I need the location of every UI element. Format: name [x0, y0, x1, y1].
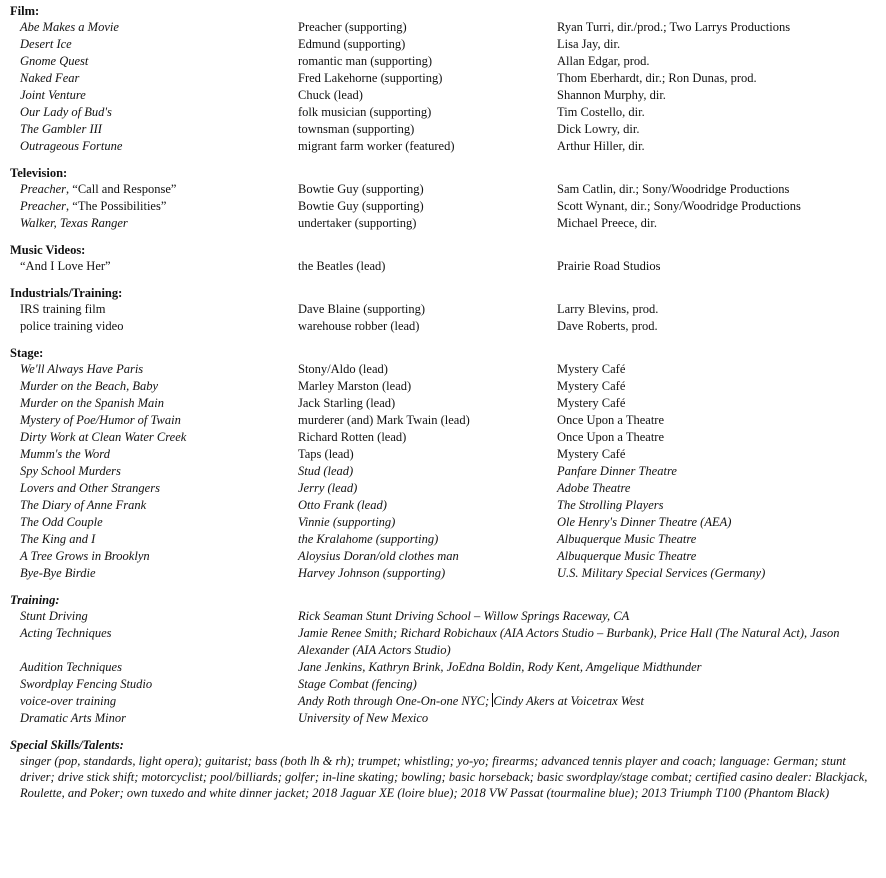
credit-row — [10, 121, 880, 138]
music-videos-rows — [10, 258, 880, 275]
television-rows — [10, 181, 880, 232]
credit-role: Richard Rotten (lead) — [298, 430, 407, 444]
credit-row — [10, 301, 880, 318]
credit-title — [20, 181, 176, 198]
credit-title: Naked Fear — [20, 71, 80, 85]
training-detail: Stage Combat (fencing) — [298, 677, 417, 691]
credit-role: warehouse robber (lead) — [298, 319, 420, 333]
credit-row — [10, 36, 880, 53]
credit-role: the Kralahome (supporting) — [298, 532, 439, 546]
skills-section — [10, 737, 880, 801]
music-videos-heading: Music Videos: — [10, 243, 86, 257]
credit-role: Dave Blaine (supporting) — [298, 302, 426, 316]
credit-company: Arthur Hiller, dir. — [557, 139, 645, 153]
credit-role: Aloysius Doran/old clothes man — [298, 549, 459, 563]
skills-heading: Special Skills/Talents: — [10, 738, 124, 752]
credit-title: Our Lady of Bud's — [20, 105, 112, 119]
credit-row — [10, 480, 880, 497]
credit-role: Otto Frank (lead) — [298, 498, 387, 512]
credit-title: The King and I — [20, 532, 96, 546]
credit-row — [10, 53, 880, 70]
credit-title: Desert Ice — [20, 37, 72, 51]
credit-row — [10, 565, 880, 582]
credit-row — [10, 395, 880, 412]
credit-company: Adobe Theatre — [557, 481, 631, 495]
credit-role: the Beatles (lead) — [298, 259, 386, 273]
training-subject: voice-over training — [20, 694, 117, 708]
training-detail: Rick Seaman Stunt Driving School – Willow Springs Raceway, CA — [298, 609, 630, 623]
credit-company: Sam Catlin, dir.; Sony/Woodridge Productions — [557, 182, 790, 196]
credit-row — [10, 181, 880, 198]
credit-role: Edmund (supporting) — [298, 37, 406, 51]
credit-role: undertaker (supporting) — [298, 216, 417, 230]
television-heading: Television: — [10, 166, 68, 180]
credit-role: Jerry (lead) — [298, 481, 358, 495]
credit-row — [10, 138, 880, 155]
credit-company: Mystery Café — [557, 362, 626, 376]
episode-name: , “The Possibilities” — [66, 199, 167, 213]
credit-company: Lisa Jay, dir. — [557, 37, 621, 51]
credit-title: Joint Venture — [20, 88, 86, 102]
text-cursor — [492, 693, 493, 707]
credit-row — [10, 463, 880, 480]
training-row — [10, 659, 880, 676]
credit-row — [10, 87, 880, 104]
episode-name: , “Call and Response” — [66, 182, 177, 196]
credit-company: Thom Eberhardt, dir.; Ron Dunas, prod. — [557, 71, 757, 85]
industrials-section — [10, 285, 880, 335]
film-heading: Film: — [10, 4, 40, 18]
credit-company: Shannon Murphy, dir. — [557, 88, 666, 102]
credit-row — [10, 514, 880, 531]
credit-title: The Odd Couple — [20, 515, 103, 529]
credit-company: Tim Costello, dir. — [557, 105, 645, 119]
credit-role: Stony/Aldo (lead) — [298, 362, 388, 376]
credit-title: A Tree Grows in Brooklyn — [20, 549, 150, 563]
music-videos-section — [10, 242, 880, 275]
credit-row — [10, 215, 880, 232]
credit-company: Allan Edgar, prod. — [557, 54, 650, 68]
training-row — [10, 693, 880, 710]
credit-title: Outrageous Fortune — [20, 139, 123, 153]
credit-role: Harvey Johnson (supporting) — [298, 566, 446, 580]
credit-title: Mumm's the Word — [20, 447, 110, 461]
credit-row — [10, 429, 880, 446]
training-row — [10, 676, 880, 693]
credit-row — [10, 446, 880, 463]
credit-role: Chuck (lead) — [298, 88, 363, 102]
training-subject: Dramatic Arts Minor — [20, 711, 127, 725]
training-subject: Audition Techniques — [20, 660, 122, 674]
training-detail: Jane Jenkins, Kathryn Brink, JoEdna Boldin, Rody Kent, Amgelique Midthunder — [298, 660, 702, 674]
credit-company: Larry Blevins, prod. — [557, 302, 659, 316]
industrials-rows — [10, 301, 880, 335]
credit-row — [10, 19, 880, 36]
credit-row — [10, 548, 880, 565]
credit-company: Mystery Café — [557, 396, 626, 410]
credit-company: Once Upon a Theatre — [557, 413, 665, 427]
credit-row — [10, 198, 880, 215]
credit-title: police training video — [20, 319, 124, 333]
credit-company: Albuquerque Music Theatre — [557, 549, 697, 563]
credit-company: Dick Lowry, dir. — [557, 122, 640, 136]
training-subject: Swordplay Fencing Studio — [20, 677, 153, 691]
television-section — [10, 165, 880, 232]
credit-company: Prairie Road Studios — [557, 259, 661, 273]
training-row — [10, 710, 880, 727]
resume-document — [10, 3, 880, 801]
credit-company: Dave Roberts, prod. — [557, 319, 658, 333]
credit-role: folk musician (supporting) — [298, 105, 432, 119]
credit-row — [10, 70, 880, 87]
training-subject: Stunt Driving — [20, 609, 88, 623]
credit-title: “And I Love Her” — [20, 259, 111, 273]
credit-title: Gnome Quest — [20, 54, 89, 68]
show-name: Preacher — [20, 182, 67, 196]
film-section — [10, 3, 880, 155]
training-row — [10, 625, 880, 659]
credit-role: Taps (lead) — [298, 447, 354, 461]
training-heading: Training: — [10, 593, 60, 607]
credit-title: Murder on the Spanish Main — [20, 396, 164, 410]
training-row — [10, 608, 880, 625]
stage-rows — [10, 361, 880, 463]
credit-company: Scott Wynant, dir.; Sony/Woodridge Productions — [557, 199, 801, 213]
credit-company: Mystery Café — [557, 379, 626, 393]
stage-rows-italic — [10, 463, 880, 582]
credit-row — [10, 258, 880, 275]
credit-company: Albuquerque Music Theatre — [557, 532, 697, 546]
credit-title: Abe Makes a Movie — [20, 20, 119, 34]
training-subject: Acting Techniques — [20, 626, 112, 640]
training-detail: Andy Roth through One-On-one NYC; Cindy Akers at Voicetrax West — [298, 694, 644, 708]
credit-company: Ole Henry's Dinner Theatre (AEA) — [557, 515, 732, 529]
credit-title: The Diary of Anne Frank — [20, 498, 147, 512]
credit-role: Stud (lead) — [298, 464, 354, 478]
credit-role: romantic man (supporting) — [298, 54, 432, 68]
credit-title: Mystery of Poe/Humor of Twain — [20, 413, 181, 427]
training-detail: Jamie Renee Smith; Richard Robichaux (AIA Actors Studio – Burbank), Price Hall (The Natural Act), Jason Alexander (AIA Actors Studio) — [298, 626, 840, 657]
credit-role: townsman (supporting) — [298, 122, 415, 136]
credit-row — [10, 318, 880, 335]
credit-company: Panfare Dinner Theatre — [557, 464, 677, 478]
show-name: Walker, Texas Ranger — [20, 216, 128, 230]
stage-section — [10, 345, 880, 582]
training-rows — [10, 608, 880, 727]
show-name: Preacher — [20, 199, 67, 213]
training-detail: University of New Mexico — [298, 711, 429, 725]
credit-role: Bowtie Guy (supporting) — [298, 182, 424, 196]
credit-role: Bowtie Guy (supporting) — [298, 199, 424, 213]
credit-role: migrant farm worker (featured) — [298, 139, 455, 153]
credit-title: Spy School Murders — [20, 464, 121, 478]
credit-row — [10, 378, 880, 395]
credit-title: Murder on the Beach, Baby — [20, 379, 159, 393]
credit-row — [10, 497, 880, 514]
credit-title — [20, 215, 128, 232]
credit-title: Bye-Bye Birdie — [20, 566, 96, 580]
credit-role: Fred Lakehorne (supporting) — [298, 71, 443, 85]
credit-company: Michael Preece, dir. — [557, 216, 657, 230]
credit-title: The Gambler III — [20, 122, 102, 136]
industrials-heading: Industrials/Training: — [10, 286, 123, 300]
credit-title: Lovers and Other Strangers — [20, 481, 160, 495]
credit-role: Vinnie (supporting) — [298, 515, 396, 529]
credit-company: Once Upon a Theatre — [557, 430, 665, 444]
credit-title: We'll Always Have Paris — [20, 362, 144, 376]
credit-role: Jack Starling (lead) — [298, 396, 396, 410]
film-rows — [10, 19, 880, 155]
credit-row — [10, 361, 880, 378]
credit-title — [20, 198, 166, 215]
skills-text: singer (pop, standards, light opera); guitarist; bass (both lh & rh); trumpet; whistling; yo-yo; firearms; advanced tennis player and coach; language: German; stunt driver; drive stick shift; motorcyclist; pool/billiards; golfer; in-line skating; bowling; basic horseback; basic swordplay/stage combat; certified casino dealer: Blackjack, Roulette, and Poker; own tuxedo and white dinner jacket; 2018 Jaguar XE (loire blue); 2018 VW Passat (tourmaline blue); 2013 Triumph T100 (Phantom Black) — [20, 754, 868, 800]
credit-company: Mystery Café — [557, 447, 626, 461]
training-section — [10, 592, 880, 727]
credit-row — [10, 412, 880, 429]
credit-role: Preacher (supporting) — [298, 20, 407, 34]
credit-company: Ryan Turri, dir./prod.; Two Larrys Productions — [557, 20, 791, 34]
credit-role: Marley Marston (lead) — [298, 379, 412, 393]
credit-title: IRS training film — [20, 302, 106, 316]
credit-title: Dirty Work at Clean Water Creek — [20, 430, 187, 444]
credit-company: U.S. Military Special Services (Germany) — [557, 566, 766, 580]
stage-heading: Stage: — [10, 346, 44, 360]
credit-company: The Strolling Players — [557, 498, 664, 512]
credit-role: murderer (and) Mark Twain (lead) — [298, 413, 470, 427]
credit-row — [10, 531, 880, 548]
credit-row — [10, 104, 880, 121]
